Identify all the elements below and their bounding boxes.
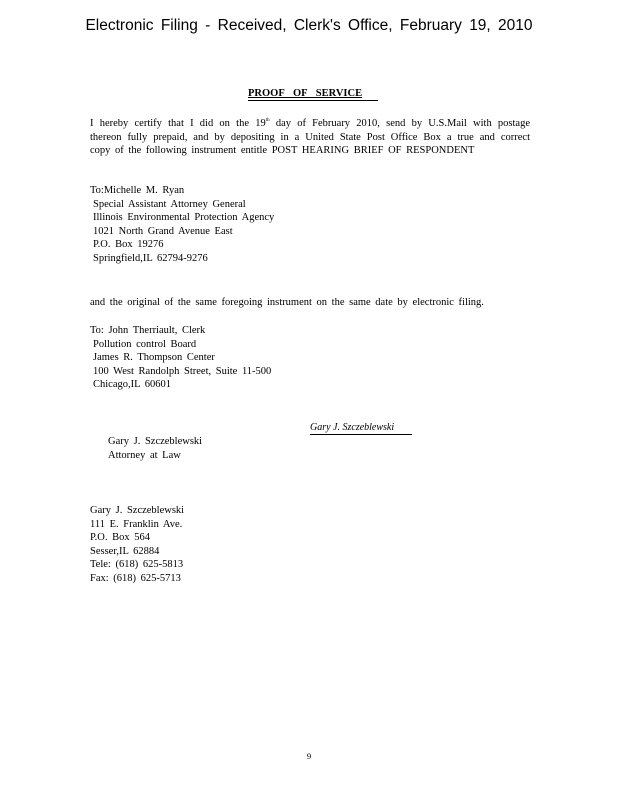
- contact-line: P.O. Box 564: [90, 532, 151, 544]
- clerk-line: To: John Therriault, Clerk: [90, 325, 206, 336]
- certification-paragraph: [90, 114, 530, 158]
- contact-line: Fax: (618) 625-5713: [90, 572, 181, 584]
- clerk-line: Chicago,IL 60601: [93, 379, 172, 391]
- contact-line: Tele: (618) 625-5813: [90, 559, 184, 571]
- ordinal-suffix: th: [265, 118, 270, 123]
- recipient-line: P.O. Box 19276: [93, 239, 164, 251]
- signer-name: Gary J. Szczeblewski: [108, 436, 203, 447]
- document-title: PROOF OF SERVICE: [248, 87, 378, 101]
- contact-block: [90, 504, 184, 586]
- certification-text-rest: day of February 2010, send by U.S.Mail with postage thereon fully prepaid, and by depositing in a United State Post Office Box a true and correct copy of the following instrument entitle POST HEARING BRIEF OF RESPONDENT: [90, 118, 530, 157]
- signer-title: Attorney at Law: [108, 449, 181, 461]
- clerk-address-block: [90, 324, 271, 392]
- certification-text-start: I hereby certify that I did on the 19: [90, 118, 266, 129]
- contact-line: 111 E. Franklin Ave.: [90, 518, 183, 530]
- page-number: 9: [306, 751, 312, 761]
- recipient-line: Illinois Environmental Protection Agency: [93, 212, 275, 224]
- filing-header: Electronic Filing - Received, Clerk's Office, February 19, 2010: [85, 17, 533, 34]
- clerk-line: Pollution control Board: [93, 338, 197, 350]
- recipient-line: Springfield,IL 62794-9276: [93, 252, 208, 264]
- contact-line: Gary J. Szczeblewski: [90, 505, 185, 516]
- contact-line: Sesser,IL 62884: [90, 545, 160, 557]
- original-filing-statement: and the original of the same foregoing instrument on the same date by electronic filing.: [90, 297, 484, 308]
- recipient-line: 1021 North Grand Avenue East: [93, 225, 233, 237]
- clerk-line: 100 West Randolph Street, Suite 11-500: [93, 365, 272, 377]
- recipient-address-block: [90, 184, 274, 266]
- signature-line: Gary J. Szczeblewski: [310, 421, 412, 435]
- signature-block: [108, 435, 202, 462]
- recipient-line: Special Assistant Attorney General: [93, 198, 246, 210]
- clerk-line: James R. Thompson Center: [93, 352, 215, 364]
- recipient-line: To:Michelle M. Ryan: [90, 185, 185, 196]
